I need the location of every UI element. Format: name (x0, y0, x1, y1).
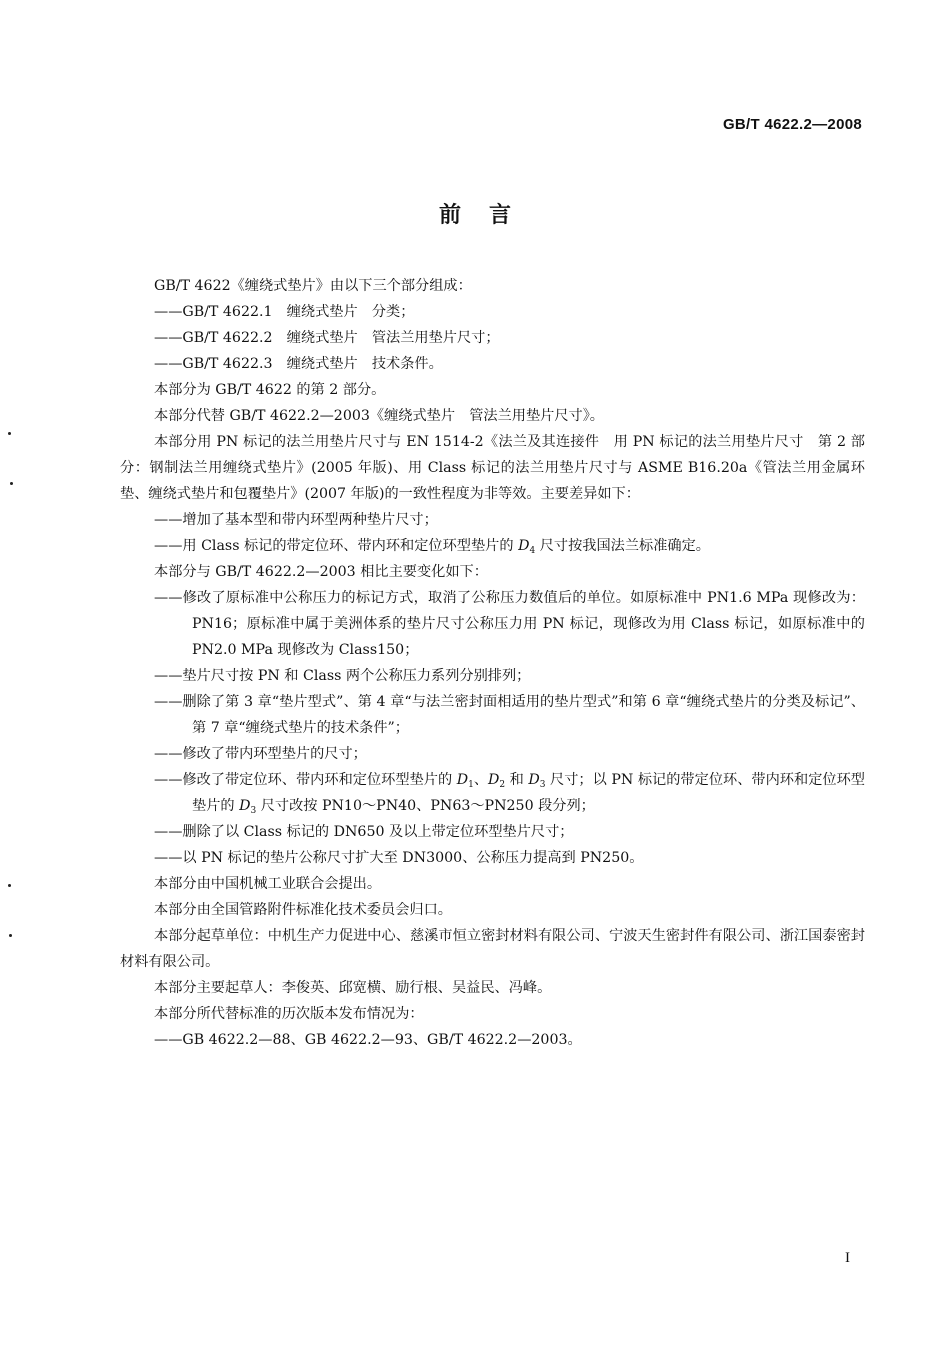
paragraph-history: 本部分所代替标准的历次版本发布情况为： (154, 1006, 424, 1022)
subscript: 1 (468, 780, 474, 790)
paragraph-composition: GB/T 4622《缠绕式垫片》由以下三个部分组成： (154, 278, 472, 294)
list-item-history: ——GB 4622.2—88、GB 4622.2—93、GB/T 4622.2—2003。 (154, 1032, 582, 1048)
paragraph-proposer: 本部分由中国机械工业联合会提出。 (154, 876, 382, 892)
text-run: 尺寸按我国法兰标准确定。 (535, 538, 710, 554)
paragraph-replaces: 本部分代替 GB/T 4622.2—2003《缠绕式垫片 管法兰用垫片尺寸》。 (154, 408, 604, 424)
subscript: 4 (529, 546, 536, 556)
list-item-change4: ——修改了带内环型垫片的尺寸； (154, 746, 367, 762)
paragraph-drafters: 本部分主要起草人：李俊英、邱宽横、励行根、吴益民、冯峰。 (154, 980, 552, 996)
variable-d: D (528, 772, 540, 788)
scan-speck (10, 482, 13, 485)
list-item-change1: ——修改了原标准中公称压力的标记方式，取消了公称压力数值后的单位。如原标准中 PN1.6 MPa 现修改为：PN16；原标准中属于美洲体系的垫片尺寸公称压力用 PN 标记，现修改为用 Class 标记，如原标准中的 PN2.0 MPa 现修改为 Class150； (154, 590, 865, 658)
text-run: 和 (505, 772, 529, 788)
text-run: ——用 Class 标记的带定位环、带内环和定位环型垫片的 (154, 538, 519, 554)
variable-d: D (488, 772, 500, 788)
variable-d: D (239, 798, 251, 814)
page-number: I (845, 1250, 850, 1266)
list-item-part2: ——GB/T 4622.2 缠绕式垫片 管法兰用垫片尺寸； (154, 330, 500, 346)
variable-d: D (456, 772, 469, 788)
text-run: 尺寸改按 PN10～PN40、PN63～PN250 段分列； (256, 798, 595, 814)
variable-d: D (518, 538, 530, 554)
paragraph-centralized: 本部分由全国管路附件标准化技术委员会归口。 (154, 902, 452, 918)
subscript: 3 (250, 806, 257, 816)
list-item-change5 (120, 767, 865, 819)
scan-speck (8, 884, 11, 887)
subscript: 2 (499, 780, 506, 790)
list-item-part1: ——GB/T 4622.1 缠绕式垫片 分类； (154, 304, 415, 320)
standard-number: GB/T 4622.2—2008 (722, 116, 862, 133)
scan-speck (8, 432, 11, 435)
subscript: 3 (539, 780, 546, 790)
text-run: 尺寸；以 PN 标记的带定位环、带内环和定位环型垫片的 (192, 772, 865, 814)
text-run: ——修改了带定位环、带内环和定位环型垫片的 (154, 772, 457, 788)
page-title: 前言 (438, 203, 539, 228)
list-item-diff2 (120, 533, 865, 559)
paragraph-consistency: 本部分用 PN 标记的法兰用垫片尺寸与 EN 1514-2《法兰及其连接件 用 PN 标记的法兰用垫片尺寸 第 2 部分：钢制法兰用缠绕式垫片》(2005 年版)、用 Class 标记的法兰用垫片尺寸与 ASME B16.20a《管法兰用金属环垫、缠绕式垫片和包覆垫片》(2007 年版)的一致性程度为非等效。主要差异如下： (120, 434, 865, 502)
paragraph-part-of: 本部分为 GB/T 4622 的第 2 部分。 (154, 382, 386, 398)
list-item-change2: ——垫片尺寸按 PN 和 Class 两个公称压力系列分别排列； (154, 668, 531, 684)
list-item-change7: ——以 PN 标记的垫片公称尺寸扩大至 DN3000、公称压力提高到 PN250。 (154, 850, 644, 866)
separator: 、 (473, 772, 489, 788)
list-item-part3: ——GB/T 4622.3 缠绕式垫片 技术条件。 (154, 356, 443, 372)
paragraph-changes: 本部分与 GB/T 4622.2—2003 相比主要变化如下： (154, 564, 488, 580)
list-item-change3: ——删除了第 3 章“垫片型式”、第 4 章“与法兰密封面相适用的垫片型式”和第 6 章“缠绕式垫片的分类及标记”、第 7 章“缠绕式垫片的技术条件”； (154, 694, 865, 736)
paragraph-drafting-units: 本部分起草单位：中机生产力促进中心、慈溪市恒立密封材料有限公司、宁波天生密封件有限公司、浙江国泰密封材料有限公司。 (120, 928, 865, 970)
list-item-diff1: ——增加了基本型和带内环型两种垫片尺寸； (154, 512, 438, 528)
document-body (120, 273, 865, 1053)
list-item-change6: ——删除了以 Class 标记的 DN650 及以上带定位环型垫片尺寸； (154, 824, 574, 840)
scan-speck (9, 934, 12, 937)
